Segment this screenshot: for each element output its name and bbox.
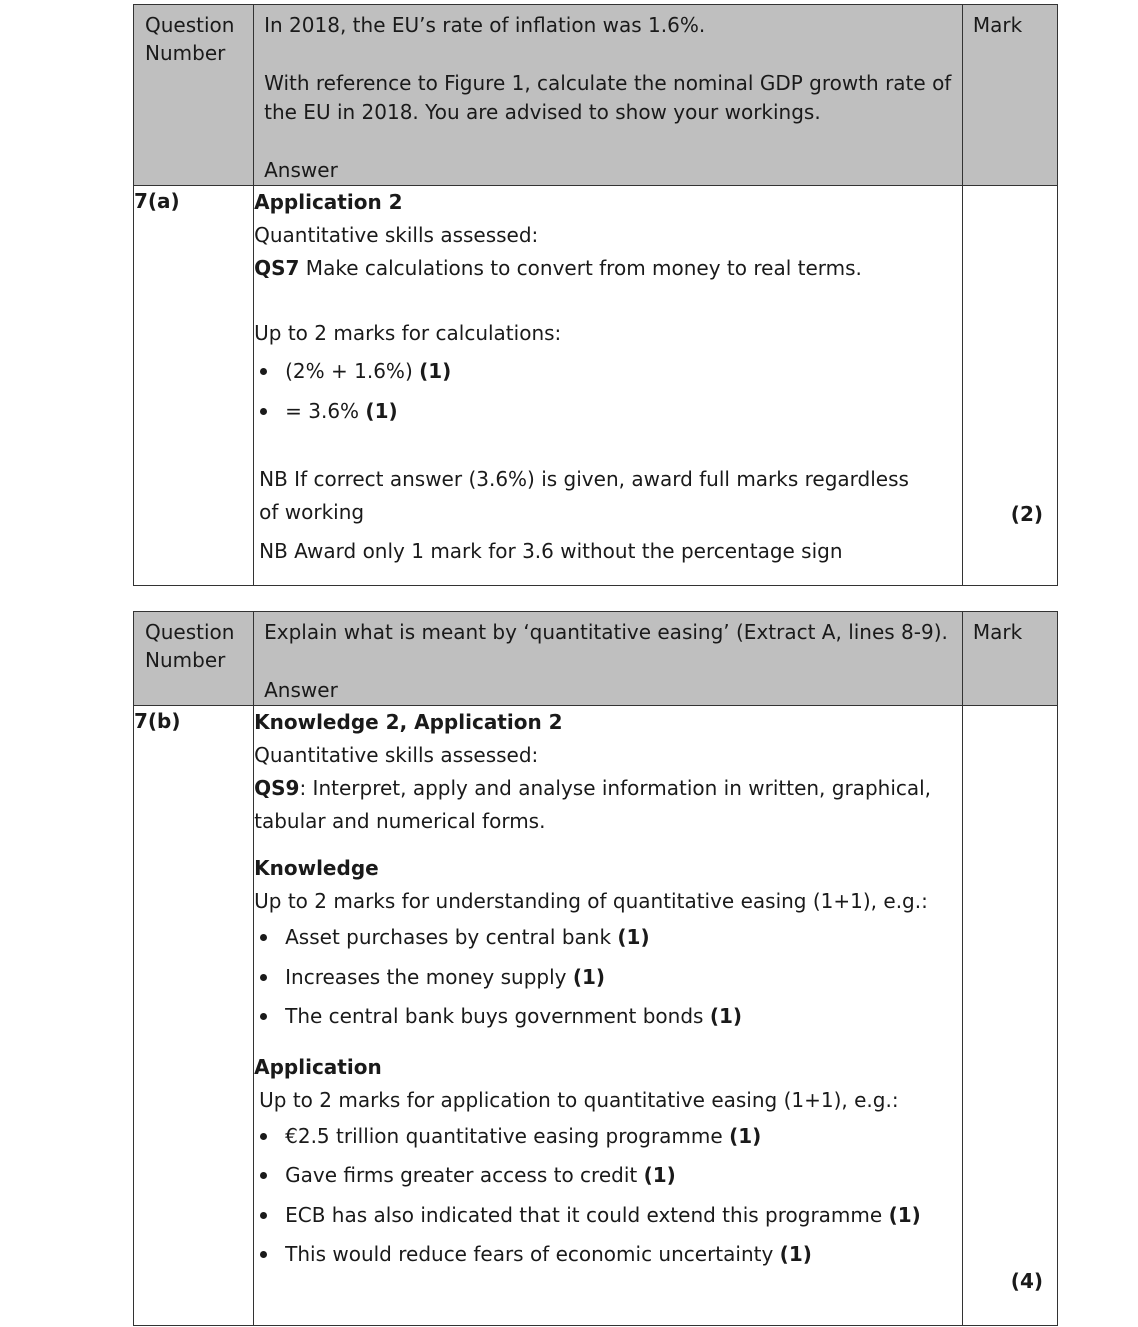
skills-intro: Quantitative skills assessed: — [254, 743, 539, 767]
list-item: ECB has also indicated that it could extend this programme (1) — [254, 1196, 962, 1236]
mark-label: Mark — [962, 5, 1057, 186]
question-7b-table — [133, 611, 1058, 1326]
marking-title: Application 2 — [254, 190, 403, 214]
knowledge-intro: Up to 2 marks for understanding of quantitative easing (1+1), e.g.: — [254, 889, 928, 913]
calc-bullets — [254, 352, 962, 431]
mark-value: (2) — [1010, 502, 1043, 526]
application-heading: Application — [254, 1054, 382, 1079]
skill-text: : Interpret, apply and analyse information in written, graphical, tabular and numerical forms. — [254, 776, 932, 833]
mark-value: (4) — [1010, 1269, 1043, 1293]
question-7b-header-row — [134, 612, 1058, 706]
mark-cell — [962, 186, 1057, 586]
answer-label: Answer — [264, 158, 338, 182]
question-number: 7(b) — [134, 706, 254, 1326]
question-text-cell — [254, 612, 963, 706]
question-text: Explain what is meant by ‘quantitative easing’ (Extract A, lines 8-9). — [264, 620, 948, 644]
list-item: Asset purchases by central bank (1) — [254, 918, 962, 958]
answer-label: Answer — [264, 678, 338, 702]
application-bullets — [254, 1117, 962, 1275]
question-7a-body-row — [134, 186, 1058, 586]
question-text-line-1: In 2018, the EU’s rate of inflation was 1.6%. — [264, 13, 706, 37]
question-text-line-2: With reference to Figure 1, calculate the nominal GDP growth rate of the EU in 2018. You are advised to show your workings. — [264, 71, 952, 124]
marking-title: Knowledge 2, Application 2 — [254, 710, 563, 734]
mark-label: Mark — [962, 612, 1057, 706]
question-number-label: Question Number — [134, 5, 254, 186]
application-intro: Up to 2 marks for application to quantitative easing (1+1), e.g.: — [259, 1087, 899, 1112]
question-number-label: Question Number — [134, 612, 254, 706]
skill-line — [254, 252, 962, 285]
calc-intro: Up to 2 marks for calculations: — [254, 321, 562, 345]
skill-code: QS9 — [254, 776, 300, 800]
question-7a-header-row — [134, 5, 1058, 186]
question-7b-body-row — [134, 706, 1058, 1326]
mark-cell — [962, 706, 1057, 1326]
list-item: This would reduce fears of economic uncertainty (1) — [254, 1235, 962, 1275]
list-item: (2% + 1.6%) (1) — [254, 352, 962, 392]
list-item: The central bank buys government bonds (1) — [254, 997, 962, 1037]
knowledge-heading: Knowledge — [254, 856, 379, 880]
skill-code: QS7 — [254, 256, 300, 280]
skill-line — [254, 772, 962, 838]
knowledge-bullets — [254, 918, 962, 1037]
skills-intro: Quantitative skills assessed: — [254, 223, 539, 247]
skill-text: Make calculations to convert from money to real terms. — [299, 256, 862, 280]
nb-note-1: NB If correct answer (3.6%) is given, award full marks regardless of working — [259, 467, 909, 524]
question-text-cell — [254, 5, 963, 186]
list-item: Increases the money supply (1) — [254, 958, 962, 998]
list-item: €2.5 trillion quantitative easing programme (1) — [254, 1117, 962, 1157]
nb-note-2: NB Award only 1 mark for 3.6 without the percentage sign — [259, 539, 843, 563]
list-item: Gave firms greater access to credit (1) — [254, 1156, 962, 1196]
answer-content — [254, 186, 963, 586]
list-item: = 3.6% (1) — [254, 392, 962, 432]
question-number: 7(a) — [134, 186, 254, 586]
answer-content — [254, 706, 963, 1326]
question-7a-table — [133, 4, 1058, 586]
